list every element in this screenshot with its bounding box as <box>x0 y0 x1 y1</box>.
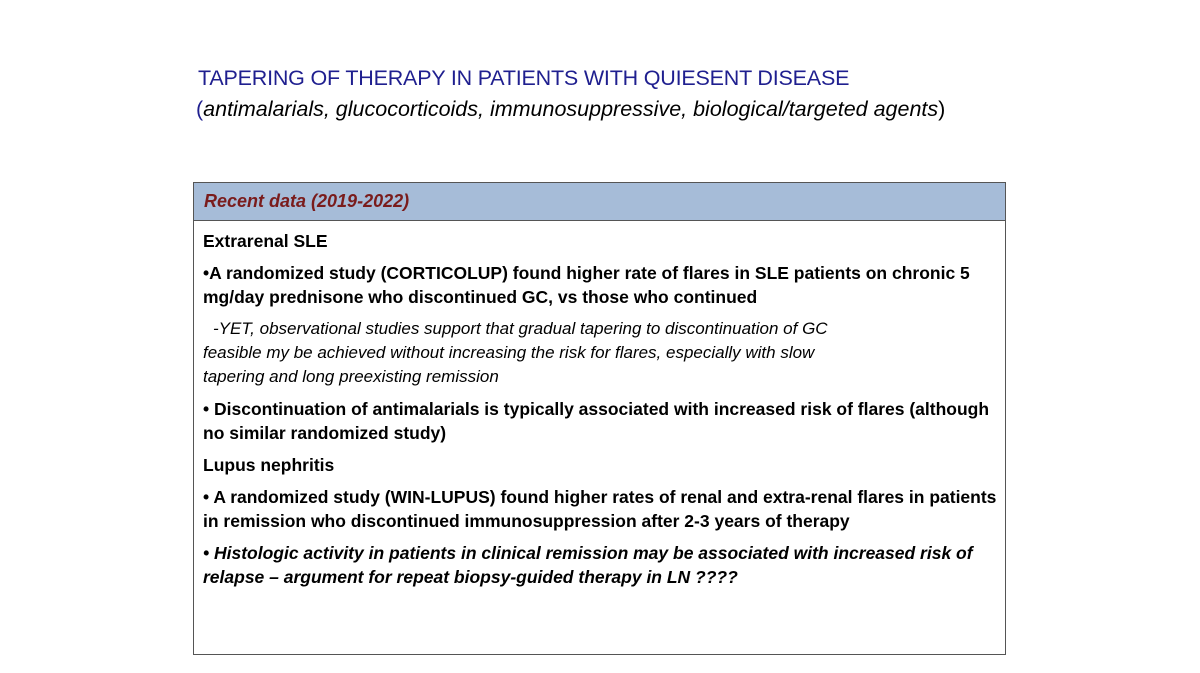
panel-body <box>194 221 1005 589</box>
note-line: -YET, observational studies support that gradual tapering to discontinuation of GC <box>213 319 828 338</box>
bullet-corticolup: •A randomized study (CORTICOLUP) found higher rate of flares in SLE patients on chronic 5 mg/day prednisone who discontinued GC, vs those who continued <box>203 263 970 307</box>
subtitle-text: antimalarials, glucocorticoids, immunosuppressive, biological/targeted agents <box>203 97 939 121</box>
bullet-antimalarials: • Discontinuation of antimalarials is typically associated with increased risk of flares (although no similar randomized study) <box>203 399 990 443</box>
section-heading-extrarenal: Extrarenal SLE <box>203 231 328 251</box>
note-line: tapering and long preexisting remission <box>203 367 499 386</box>
subtitle-close-paren: ) <box>938 97 946 121</box>
note-line: feasible my be achieved without increasing the risk for flares, especially with slow <box>203 343 815 362</box>
slide-title: TAPERING OF THERAPY IN PATIENTS WITH QUIESENT DISEASE <box>198 66 850 90</box>
panel-header-label: Recent data (2019-2022) <box>204 191 410 211</box>
section-heading-lupus-nephritis: Lupus nephritis <box>203 455 335 475</box>
slide-subtitle <box>196 97 945 122</box>
note-observational <box>203 317 997 389</box>
recent-data-panel <box>193 182 1006 655</box>
bullet-histologic-activity: • Histologic activity in patients in clinical remission may be associated with increased risk of relapse – argument for repeat biopsy-guided therapy in LN ???? <box>203 543 973 587</box>
subtitle-open-paren: ( <box>196 97 204 121</box>
panel-header <box>194 183 1005 221</box>
bullet-win-lupus: • A randomized study (WIN-LUPUS) found higher rates of renal and extra-renal flares in patients in remission who discontinued immunosuppression after 2-3 years of therapy <box>203 487 997 531</box>
